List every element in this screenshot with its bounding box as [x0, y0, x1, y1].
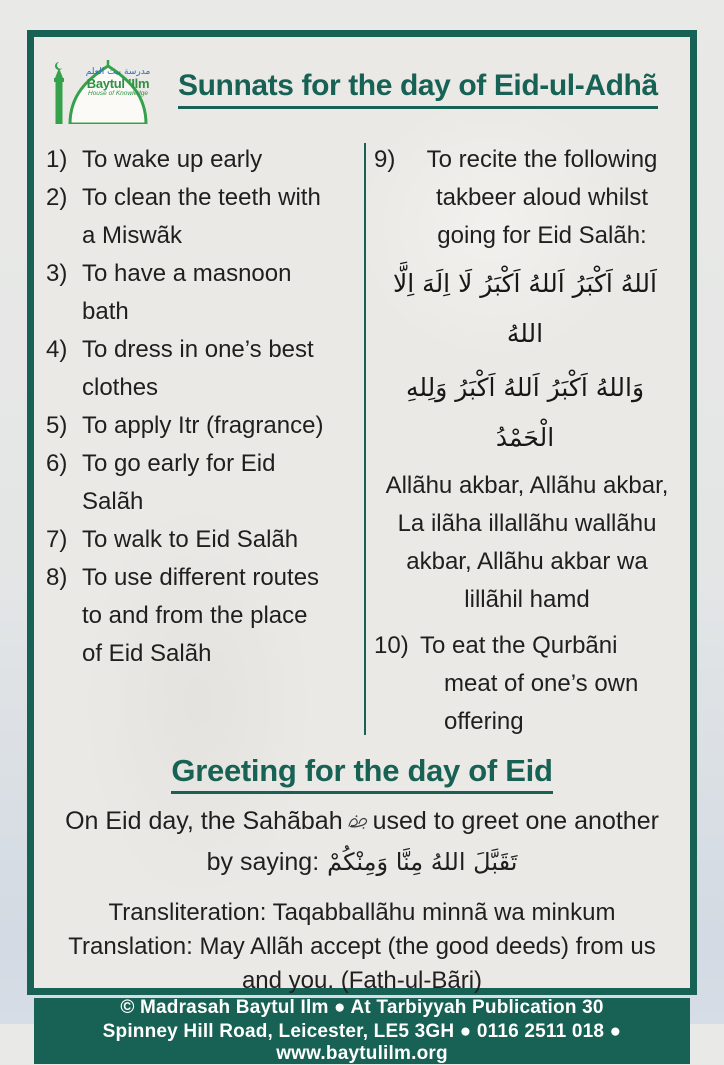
page-title: Sunnats for the day of Eid-ul-Adhã: [178, 69, 658, 109]
list-item-2: 2) To clean the teeth with a Miswãk: [46, 184, 321, 249]
takbeer-arabic-line-1: اَللهُ اَكْبَرُ اَللهُ اَكْبَرُ لَا اِلَهَ اِلَّا اللهُ: [393, 269, 657, 348]
list-item-9: 9) To recite the following takbeer aloud whilst going for Eid Salãh:: [374, 146, 658, 249]
sunnat-list-right: [366, 141, 680, 741]
list-item-7: 7) To walk to Eid Salãh: [46, 526, 299, 553]
greeting-sentence-line-1: On Eid day, the Sahãbah used to greet one another: [44, 804, 680, 840]
poster-card: [27, 30, 697, 1064]
sunnat-columns: [44, 141, 680, 741]
poster-content: [34, 37, 690, 998]
greeting-heading: Greeting for the day of Eid: [171, 753, 552, 794]
greeting-section: [44, 751, 680, 998]
takbeer-arabic-line-2: وَاللهُ اَكْبَرُ اَللهُ اَكْبَرُ وَلِلهِ الْحَمْدُ: [405, 373, 645, 452]
list-item-5: 5) To apply Itr (fragrance): [46, 412, 324, 439]
footer-contact-line: Spinney Hill Road, Leicester, LE5 3GH ● 0116 2511 018 ● www.baytulilm.org: [102, 1021, 622, 1064]
sunnat-list-left: [44, 141, 364, 741]
list-item-8: 8) To use different routes to and from the place of Eid Salãh: [46, 564, 320, 667]
greeting-sentence-line-2: by saying: تَقَبَّلَ اللهُ مِنَّا وَمِنْكُمْ: [206, 848, 518, 876]
list-item-3: 3) To have a masnoon bath: [46, 260, 292, 325]
crescent-icon: [55, 62, 62, 70]
greeting-transliteration: Transliteration: Taqabballãhu minnã wa minkum: [108, 899, 616, 926]
greeting-translation: Translation: May Allãh accept (the good deeds) from us and you. (Fath-ul-Bãri): [68, 933, 656, 994]
footer: [34, 998, 690, 1064]
header: [46, 45, 680, 133]
greeting-arabic: تَقَبَّلَ اللهُ مِنَّا وَمِنْكُمْ: [327, 848, 518, 876]
list-item-1: 1) To wake up early: [46, 146, 263, 173]
radiallahu-anhum-honorific-icon: [347, 806, 369, 840]
logo-name: Baytul ’Ilm: [86, 76, 150, 92]
footer-publisher-line: © Madrasah Baytul Ilm ● At Tarbiyyah Publication 30: [120, 997, 604, 1018]
logo-tagline: House of Knowledge: [88, 90, 148, 98]
list-item-10: 10) To eat the Qurbãni meat of one’s own offering: [374, 632, 639, 735]
logo-arabic-text: مدرسة بيت العلم: [85, 67, 151, 77]
baytul-ilm-logo: [46, 54, 168, 124]
list-item-4: 4) To dress in one’s best clothes: [46, 336, 314, 401]
takbeer-transliteration: Allãhu akbar, Allãhu akbar, La ilãha illallãhu wallãhu akbar, Allãhu akbar wa lillãhil hamd: [385, 472, 669, 613]
list-item-6: 6) To go early for Eid Salãh: [46, 450, 276, 515]
